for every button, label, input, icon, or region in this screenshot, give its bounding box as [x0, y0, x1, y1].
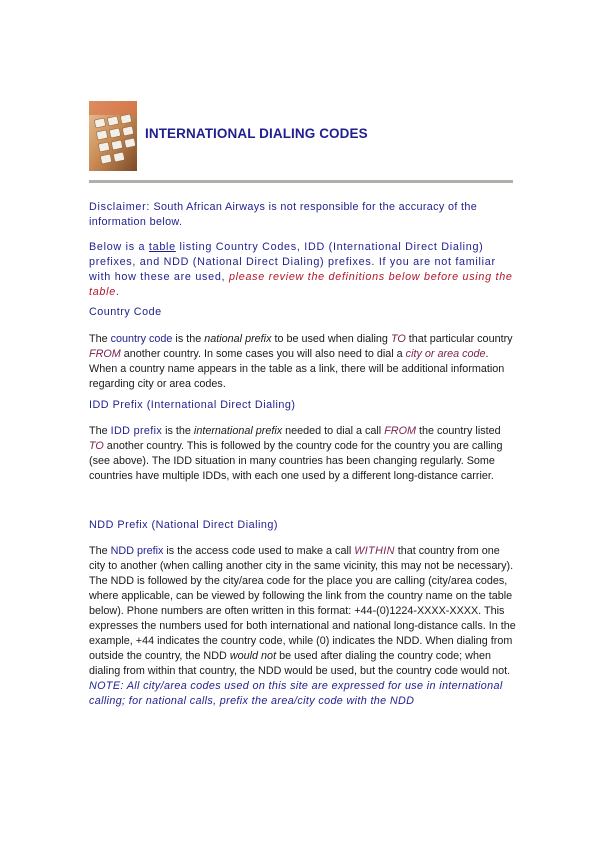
cc-text-3: to be used when dialing [271, 333, 391, 345]
intro-text-2: listing Country Codes, IDD (International Direct Dialing) prefixes, and NDD (National Direct Dialing) prefixes. If you are not familiar with how these are used, [89, 241, 496, 283]
intro-paragraph [89, 240, 517, 300]
cc-text-1: The [89, 333, 111, 345]
idd-text-3: needed to dial a call [282, 425, 385, 437]
disclaimer-text: South African Airways is not responsible for the accuracy of the information below. [89, 201, 478, 228]
cc-text-6: . When a country name appears in the table as a link, there will be additional information regarding city or area codes. [89, 348, 505, 390]
telephone-keypad-image [89, 101, 137, 171]
cc-text-4: that particular country [405, 333, 513, 345]
ndd-text-4: be used after dialing the country code; when dialing from within that country, the NDD would be used, but the country code would not. [89, 650, 511, 677]
country-code-term: country code [110, 333, 173, 345]
ndd-prefix-term: NDD prefix [110, 545, 164, 557]
idd-text-4: the country listed [416, 425, 501, 437]
ndd-text-2: is the access code used to make a call [163, 545, 355, 557]
idd-text-1: The [89, 425, 111, 437]
country-code-heading: Country Code [89, 306, 162, 318]
ndd-text-3: that country from one city to another (when calling another city in the same vicinity, this may not be necessary). The NDD is followed by the city/area code for the place you are calling (city/area codes, where applicable, can be viewed by following the link from the country name on the table below). Phone numbers are often written in this format: +44-(0)1224-XXXX-XXXX. This expresses the numbers used for both international and national long-distance calls. In the example, +44 indicates the country code, while (0) indicates the NDD. When dialing from outside the country, the NDD [89, 545, 516, 662]
to-emphasis: TO [390, 333, 406, 345]
idd-text-2: is the [162, 425, 194, 437]
city-area-code-term: city or area code [405, 348, 486, 360]
page-title: INTERNATIONAL DIALING CODES [145, 126, 368, 141]
ndd-paragraph [89, 544, 517, 709]
ndd-heading: NDD Prefix (National Direct Dialing) [89, 519, 278, 531]
idd-text-5: another country. This is followed by the country code for the country you are calling (see above). The IDD situation in many countries has been changing regularly. Some countries have multiple IDDs, with each one used by a different long-distance carrier. [89, 440, 503, 482]
national-prefix-term: national prefix [204, 333, 272, 345]
area-code-note: NOTE: All city/area codes used on this site are expressed for use in international calling; for national calls, prefix the area/city code with the NDD [89, 680, 503, 707]
review-definitions-note: please review the definitions below before using the table [89, 271, 513, 298]
cc-text-2: is the [172, 333, 205, 345]
idd-prefix-term: IDD prefix [110, 425, 163, 437]
cc-text-5: another country. In some cases you will also need to dial a [120, 348, 406, 360]
intro-text-1: Below is a [89, 241, 149, 253]
intro-text-3: . [115, 286, 120, 298]
table-link[interactable]: table [148, 241, 176, 253]
from-emphasis: FROM [89, 348, 121, 360]
would-not-emphasis: would not [229, 650, 277, 662]
disclaimer-paragraph [89, 200, 517, 230]
within-emphasis: WITHIN [354, 545, 395, 557]
idd-paragraph [89, 424, 517, 484]
ndd-text-1: The [89, 545, 111, 557]
disclaimer-label: Disclaimer: [89, 201, 151, 213]
to-emphasis: TO [89, 440, 104, 452]
international-prefix-term: international prefix [193, 425, 283, 437]
from-emphasis: FROM [384, 425, 416, 437]
header-divider [89, 180, 513, 183]
idd-heading: IDD Prefix (International Direct Dialing) [89, 399, 296, 411]
country-code-paragraph [89, 332, 517, 392]
